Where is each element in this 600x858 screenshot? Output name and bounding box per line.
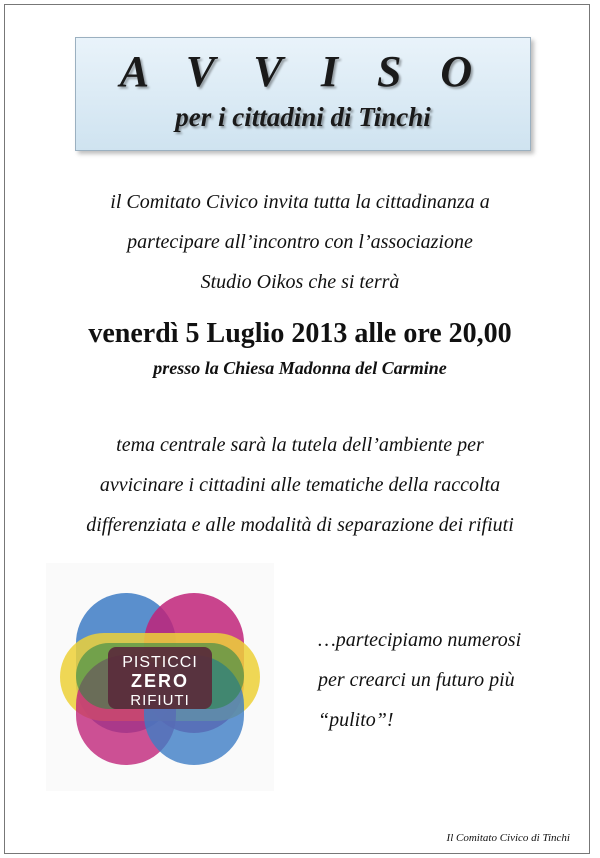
- intro-text: [0, 182, 600, 302]
- event-location: presso la Chiesa Madonna del Carmine: [153, 358, 447, 378]
- event-date: venerdì 5 Luglio 2013 alle ore 20,00: [88, 318, 512, 349]
- closing-line: per crearci un futuro più: [318, 669, 515, 691]
- intro-line: partecipare all’incontro con l’associazione: [127, 231, 473, 253]
- theme-text: [0, 425, 600, 545]
- logo-text-line2: ZERO: [130, 671, 190, 691]
- notice-header: [75, 37, 531, 151]
- theme-line: avvicinare i cittadini alle tematiche della raccolta: [99, 474, 501, 496]
- theme-line: differenziata e alle modalità di separazione dei rifiuti: [86, 514, 514, 536]
- pisticci-zero-rifiuti-logo: [46, 563, 274, 791]
- notice-title: A V V I S O: [119, 47, 487, 96]
- theme-line: tema centrale sarà la tutela dell’ambiente per: [116, 434, 484, 456]
- logo-text-line3: RIFIUTI: [130, 692, 190, 709]
- notice-subtitle: per i cittadini di Tinchi: [175, 102, 431, 132]
- closing-line: …partecipiamo numerosi: [318, 629, 522, 651]
- logo-text-line1: PISTICCI: [122, 654, 198, 671]
- closing-line: “pulito”!: [318, 709, 394, 731]
- intro-line: Studio Oikos che si terrà: [200, 271, 400, 293]
- intro-line: il Comitato Civico invita tutta la cittadinanza a: [110, 191, 490, 213]
- signature: Il Comitato Civico di Tinchi: [446, 832, 570, 844]
- closing-text: [318, 620, 521, 740]
